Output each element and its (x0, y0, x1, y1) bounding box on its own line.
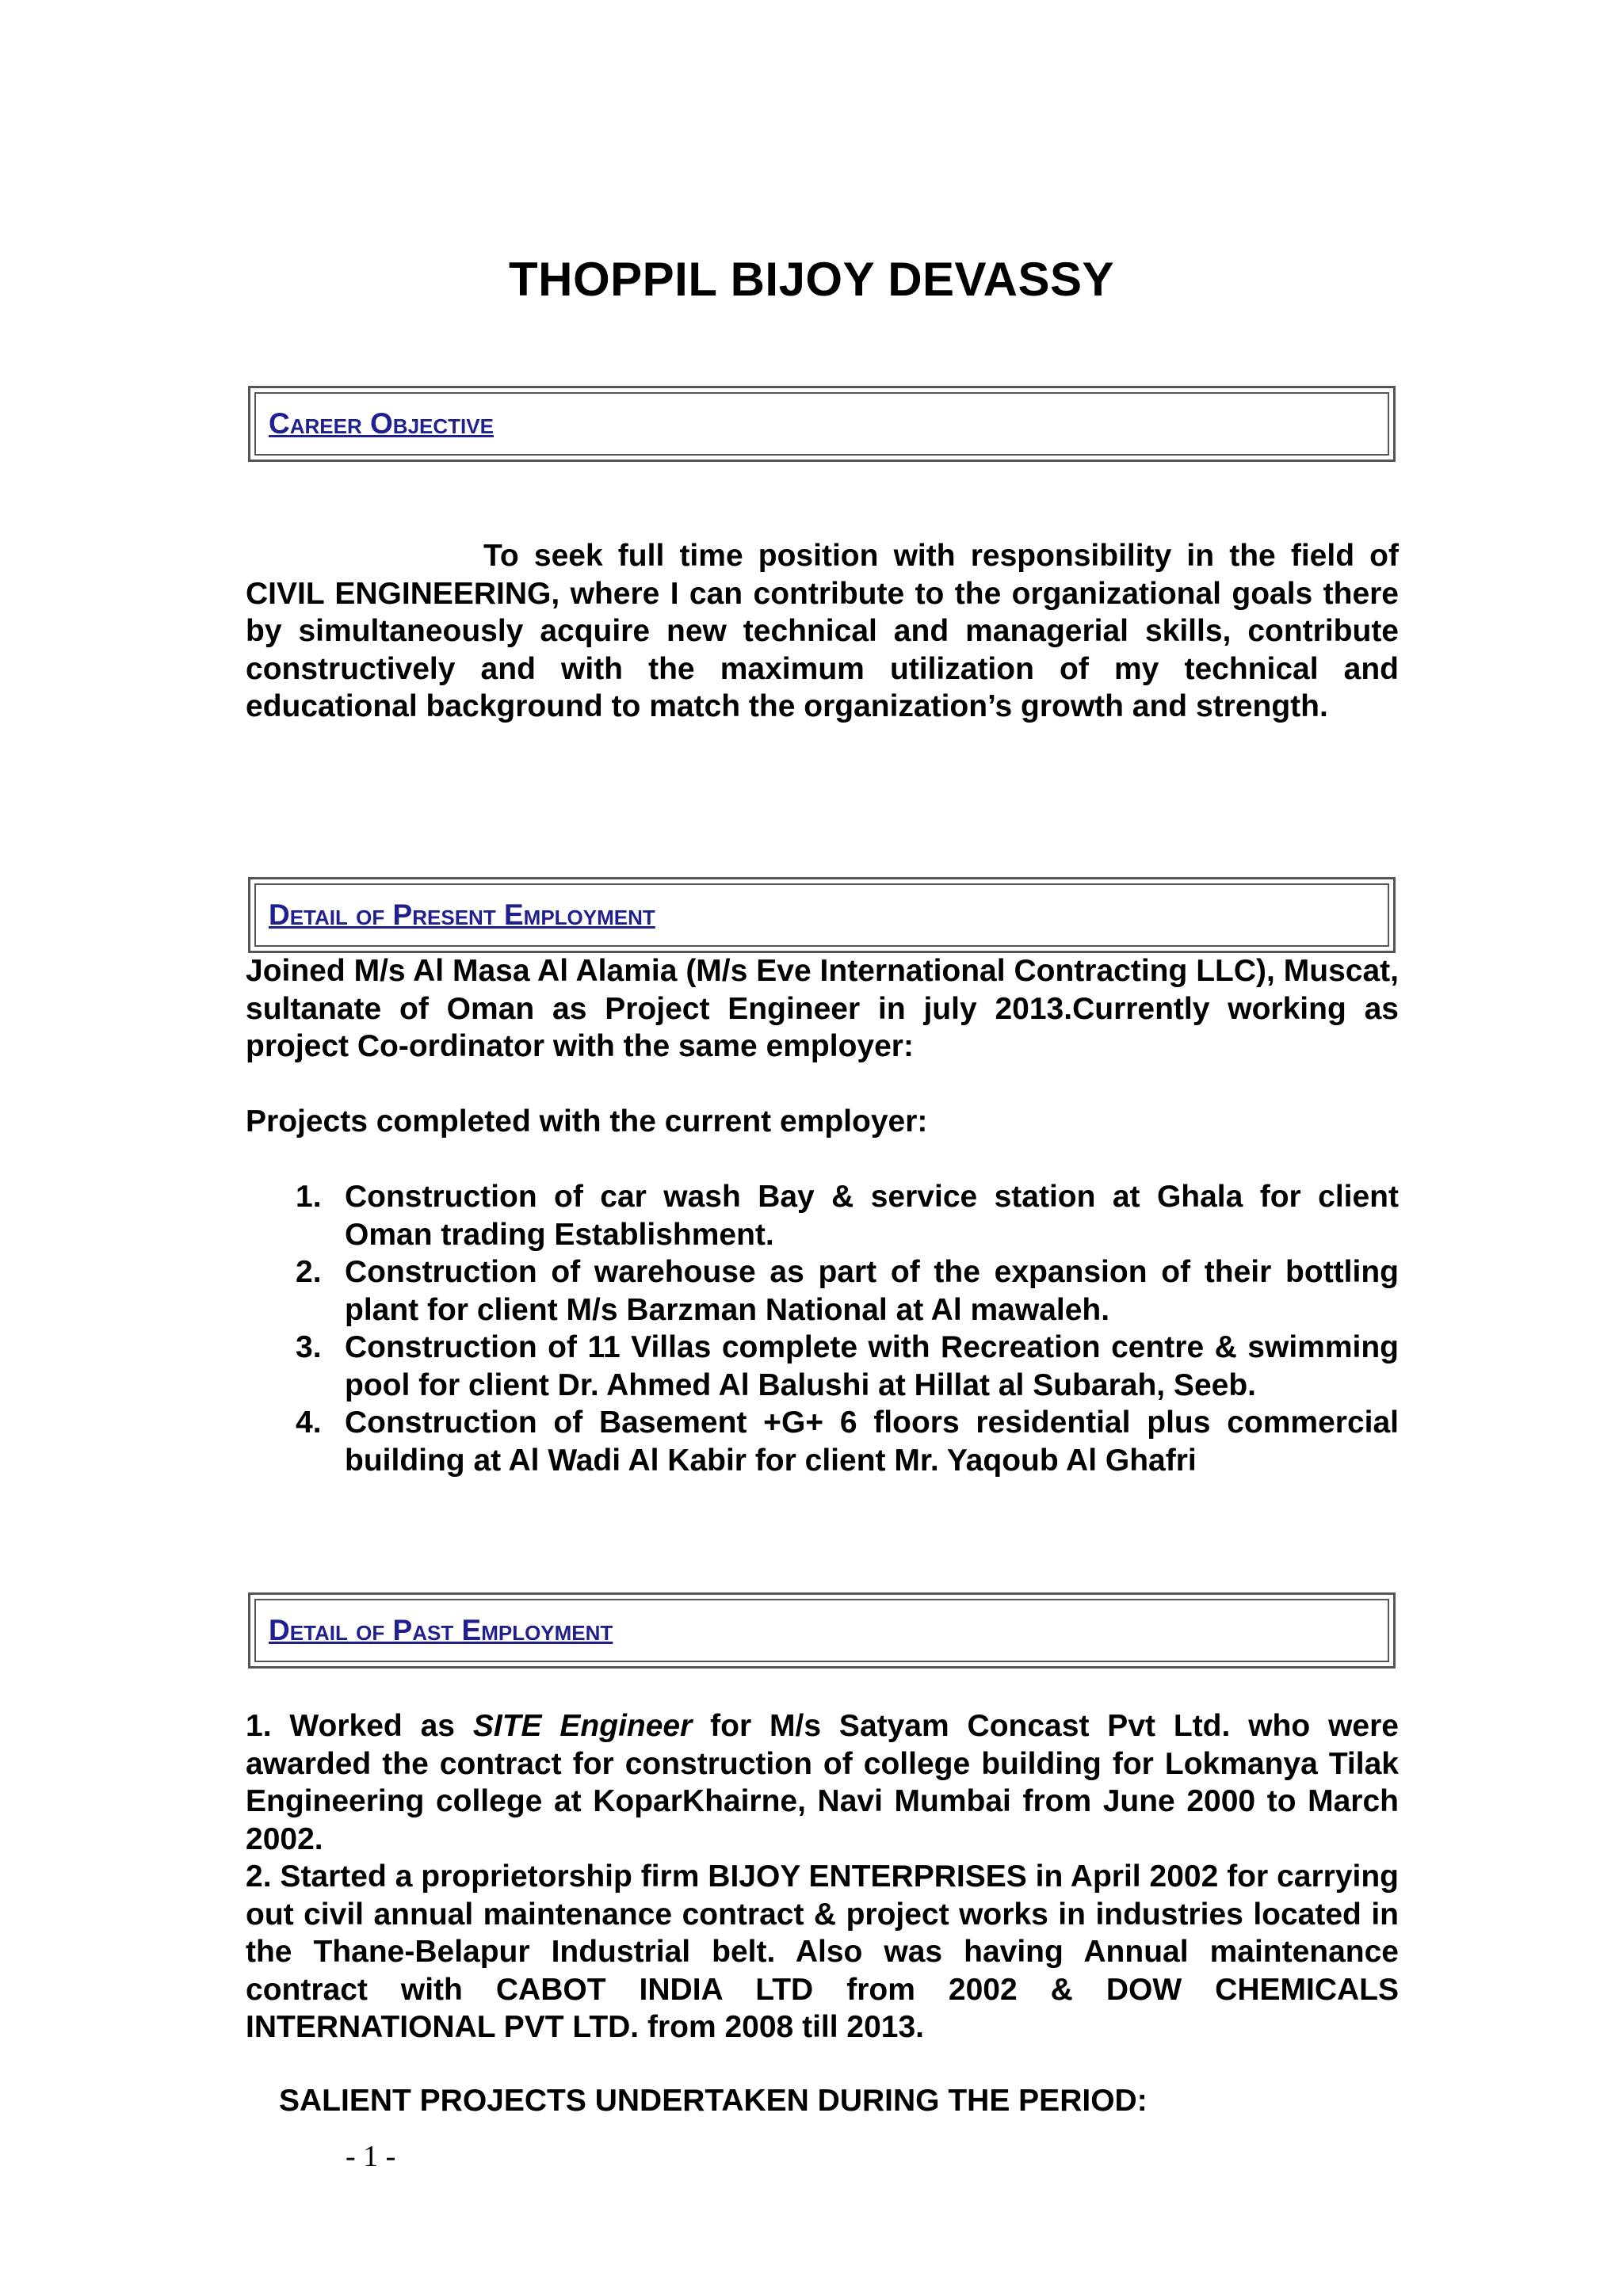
career-objective-text: To seek full time position with responsibility in the field of CIVIL ENGINEERING, where I can contribute to the organizational goals there by simultaneously acquire new technical and managerial skills, contribute constructively and with the maximum utilization of my technical and educational background to match the organization’s growth and strength. (246, 539, 1399, 723)
salient-projects-heading: SALIENT PROJECTS UNDERTAKEN DURING THE PERIOD: (279, 2084, 1148, 2118)
projects-list (292, 1178, 1399, 1479)
page-number: - 1 - (346, 2140, 396, 2173)
past-employment-item-1: 1. Worked as SITE Engineer for M/s Satyam Concast Pvt Ltd. who were awarded the contract for construction of college building for Lokmanya Tilak Engineering college at KoparKhairne, Navi Mumbai from June 2000 to March 2002. (246, 1709, 1399, 1856)
past-employment-title: Detail of Past Employment (269, 1614, 613, 1646)
list-item: 3. Construction of 11 Villas complete with Recreation centre & swimming pool for client Dr. Ahmed Al Balushi at Hillat al Subarah, Seeb. (296, 1330, 1399, 1402)
career-objective-title: Career Objective (269, 407, 494, 440)
present-employment-intro: Joined M/s Al Masa Al Alamia (M/s Eve International Contracting LLC), Muscat, sultanate of Oman as Project Engineer in july 2013.Currently working as project Co-ordinator with the same employer: (246, 954, 1399, 1063)
candidate-name: THOPPIL BIJOY DEVASSY (508, 253, 1115, 306)
list-item: 2. Construction of warehouse as part of the expansion of their bottling plant for client M/s Barzman National at Al mawaleh. (296, 1255, 1399, 1327)
projects-heading: Projects completed with the current employer: (246, 1104, 928, 1138)
career-objective-header-box (248, 386, 1396, 462)
past-employment-item-2: 2. Started a proprietorship firm BIJOY ENTERPRISES in April 2002 for carrying out civil annual maintenance contract & project works in industries located in the Thane-Belapur Industrial belt. Also was having Annual maintenance contract with CABOT INDIA LTD from 2002 & DOW CHEMICALS INTERNATIONAL PVT LTD. from 2008 till 2013. (246, 1859, 1399, 2044)
present-employment-header-box (248, 877, 1396, 953)
site-engineer-role: SITE Engineer (472, 1709, 693, 1743)
list-item: 1. Construction of car wash Bay & service station at Ghala for client Oman trading Establishment. (296, 1180, 1399, 1252)
list-item: 4. Construction of Basement +G+ 6 floors residential plus commercial building at Al Wadi Al Kabir for client Mr. Yaqoub Al Ghafri (296, 1405, 1399, 1478)
past-employment-header-box (248, 1592, 1396, 1669)
present-employment-title: Detail of Present Employment (269, 898, 655, 931)
